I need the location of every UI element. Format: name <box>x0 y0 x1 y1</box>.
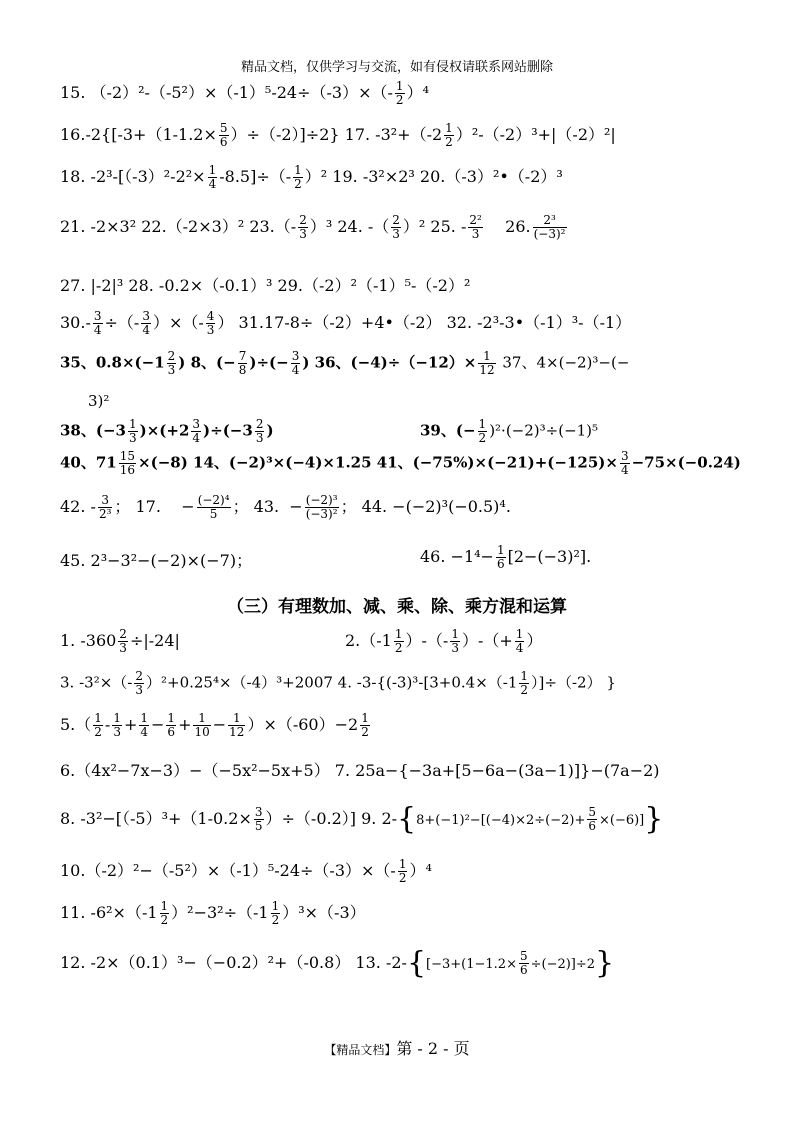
fraction: $\frac{5}{6}$ <box>219 121 228 149</box>
text: ； 17. <box>114 497 161 516</box>
text: 1. -360 <box>60 631 117 650</box>
text: 3. -3²×（- <box>60 673 133 692</box>
problem-21-26 <box>60 214 569 241</box>
problem-27-29: 27. |-2|³ 28. -0.2×（-0.1）³ 29.（-2）²（-1）⁵-（-2）² <box>60 276 471 295</box>
text: ）²−3²÷（-1 <box>171 903 269 922</box>
problem-46 <box>420 544 591 571</box>
problem-39 <box>420 418 598 445</box>
s3-problem-10 <box>60 858 432 885</box>
fraction: $\frac{1}{10}$ <box>194 711 210 739</box>
text: ）² 19. -3²×2³ 20.（-3）²•（-2）³ <box>304 167 563 186</box>
text: 39、(− <box>420 421 476 440</box>
text: ）³ 24. -（ <box>309 217 390 236</box>
fraction: $\frac{1}{4}$ <box>140 711 149 739</box>
text: −75×(−0.24) <box>631 453 741 472</box>
text: ）]÷（-2） } <box>531 673 616 692</box>
text: [2−(−3)²]. <box>507 547 592 566</box>
s3-problem-11 <box>60 900 366 927</box>
fraction: $\frac{5}{6}$ <box>588 805 596 833</box>
fraction: $\frac{2}{3}$ <box>255 417 264 445</box>
text: )÷(− <box>249 353 289 372</box>
fraction: $\frac{1}{2}$ <box>398 857 407 885</box>
fraction: $\frac{15}{16}$ <box>119 449 136 477</box>
fraction: $\frac{1}{2}$ <box>478 417 487 445</box>
text: ）³×（-3） <box>282 903 366 922</box>
fraction: $\frac{1}{3}$ <box>128 417 137 445</box>
text: 37、4×(−2)³−(− <box>497 353 630 372</box>
text: ) <box>266 421 274 440</box>
fraction: $\frac{1}{2}$ <box>445 121 453 149</box>
problem-37-cont: 3)² <box>88 392 110 410</box>
fraction: $\frac{1}{2}$ <box>520 669 529 697</box>
page-header: 精品文档，仅供学习与交流，如有侵权请联系网站删除 <box>240 60 553 75</box>
fraction: $\frac{\text{2²}}{3}$ <box>469 213 482 241</box>
text: )×(+2 <box>139 421 190 440</box>
text: 8. -3²−[（-5）³+（1-0.2× <box>60 809 252 828</box>
fraction: $\frac{1}{3}$ <box>113 711 121 739</box>
fraction: $\frac{3}{4}$ <box>620 449 629 477</box>
fraction: $\frac{2}{3}$ <box>392 213 400 241</box>
problem-18-20 <box>60 164 563 191</box>
text: ）⁴ <box>406 83 429 102</box>
page-footer <box>0 1036 794 1059</box>
fraction: $\frac{3}{5}$ <box>254 805 263 833</box>
fraction: $\frac{\text{(−2)⁴}}{5}$ <box>197 493 230 521</box>
fraction: $\frac{3}{4}$ <box>142 309 150 337</box>
text: ÷（- <box>104 313 140 332</box>
fraction: $\frac{2}{3}$ <box>135 669 143 697</box>
fraction: $\frac{1}{2}$ <box>160 899 169 927</box>
text: )²·(−2)³÷(−1)⁵ <box>489 421 599 440</box>
problem-16-17: 16.-2{[-3+（1-1.2× $\frac{5}{6}$ ）÷（-2）]÷2} 17. -3²+（-2 $\frac{1}{2}$ ）²-（-2）³+|（-2）²| <box>60 121 616 149</box>
text: 42. - <box>60 497 96 516</box>
text: 8+(−1)²−[(−4)×2÷(−2)+ <box>416 813 586 828</box>
fraction: $\frac{1}{2}$ <box>394 627 403 655</box>
text: ） 31.17-8÷（-2）+4•（-2） 32. -2³-3•（-1）³-（-1） <box>217 313 632 332</box>
fraction: $\frac{3}{4}$ <box>93 309 102 337</box>
text: 12. -2×（0.1）³−（−0.2）²+（-0.8） 13. -2- <box>60 953 407 972</box>
text: -8.5]÷（- <box>219 167 292 186</box>
fraction: $\frac{2}{3}$ <box>299 213 307 241</box>
fraction: $\frac{4}{3}$ <box>206 309 215 337</box>
text: ÷|-24| <box>129 631 180 650</box>
s3-problem-1 <box>60 628 180 655</box>
text: [−3+(1−1.2× <box>426 957 517 972</box>
fraction: $\frac{3}{\text{2³}}$ <box>98 493 112 521</box>
text: ）÷（-0.2）] 9. 2- <box>265 809 398 828</box>
text: 2.（-1 <box>345 631 392 650</box>
text: ）⁴ <box>409 861 432 880</box>
text: 21. -2×3² 22.（-2×3）² 23.（- <box>60 217 297 236</box>
s3-problem-12-13: 12. -2×（0.1）³−（−0.2）²+（-0.8） 13. -2-{[−3+(1−1.2× $\frac{5}{6}$ ÷(−2)]÷2} <box>60 945 615 981</box>
text: + <box>178 715 192 734</box>
text: − <box>212 715 227 734</box>
s3-problem-2 <box>345 628 542 655</box>
text: ×(−8) 14、(−2)³×(−4)×1.25 41、(−75%)×(−21)+(−125)× <box>138 453 618 472</box>
text: 30.- <box>60 313 91 332</box>
fraction: $\frac{1}{2}$ <box>94 711 102 739</box>
s3-problem-6-7: 6.（4x²−7x−3）−（−5x²−5x+5） 7. 25a−{−3a+[5−6a−(3a−1)]}−(7a−2) <box>60 761 660 780</box>
text: ×(−6)] <box>598 813 645 828</box>
text: 5.（ <box>60 715 92 734</box>
s3-problem-8-9: 8. -3²−[（-5）³+（1-0.2× $\frac{3}{5}$ ）÷（-0.2）] 9. 2-{8+(−1)²−[(−4)×2÷(−2)+ $\frac{5}{6}$ ×(−6)]} <box>60 801 664 837</box>
text: 16.-2{[-3+（1-1.2× <box>60 125 217 144</box>
fraction: $\frac{1}{6}$ <box>167 711 176 739</box>
text: − <box>151 715 165 734</box>
text: ）²-（-2）³+|（-2）²| <box>455 125 616 144</box>
text: )÷(−3 <box>203 421 253 440</box>
fraction: $\frac{7}{8}$ <box>238 349 247 377</box>
text: 46. −1⁴− <box>420 547 494 566</box>
problem-30-32 <box>60 310 631 337</box>
s3-problem-5: 5.（ $\frac{1}{2}$ - $\frac{1}{3}$ + $\frac{1}{4}$ − $\frac{1}{6}$ + $\frac{1}{10}$ − $\frac{1}{12}$ ）×（-60）−2 $\frac{1}{2}$ <box>60 711 369 739</box>
text: ； 43. <box>232 497 280 516</box>
fraction: $\frac{3}{4}$ <box>192 417 201 445</box>
text: ）-（+ <box>461 631 513 650</box>
fraction: $\frac{\text{2³}}{\text{(−3)²}}$ <box>533 213 566 241</box>
text: ）×（-60）−2 <box>247 715 359 734</box>
text: ）×（- <box>152 313 204 332</box>
fraction: $\frac{1}{12}$ <box>479 349 495 377</box>
problem-45: 45. 2³−3²−(−2)×(−7)； <box>60 551 253 570</box>
text: + <box>123 715 138 734</box>
text: ÷（-2）]÷2} 17. -3²+（-2 <box>246 125 443 144</box>
problem-40-41 <box>60 450 741 477</box>
page-number: 第 - 2 - 页 <box>396 1039 470 1058</box>
fraction: $\frac{1}{2}$ <box>271 899 280 927</box>
text: ； 44. −(−2)³(−0.5)⁴. <box>340 497 511 516</box>
fraction: $\frac{5}{6}$ <box>519 949 528 977</box>
text: ) 36、(−4)÷（−12）× <box>302 353 477 372</box>
problem-42-44: 42. - $\frac{3}{\text{2³}}$ ； 17. − $\frac{\text{(−2)⁴}}{5}$ ； 43. − $\frac{\text{(−2)³}}{\text{(−3)²}}$ ； 44. −(−2)³(−0.5)⁴. <box>60 493 511 521</box>
text: 11. -6²×（-1 <box>60 903 158 922</box>
text: 18. -2³-[（-3）²-2²× <box>60 167 206 186</box>
problem-15 <box>60 80 429 107</box>
fraction: $\frac{1}{6}$ <box>496 543 505 571</box>
text: ） <box>526 631 543 650</box>
fraction: $\frac{1}{4}$ <box>515 627 524 655</box>
fraction: $\frac{1}{2}$ <box>361 711 369 739</box>
text: ）-（- <box>405 631 449 650</box>
fraction: $\frac{1}{3}$ <box>451 627 459 655</box>
text: 35、0.8×(−1 <box>60 353 165 372</box>
fraction: $\frac{1}{4}$ <box>208 163 217 191</box>
fraction: $\frac{2}{3}$ <box>119 627 127 655</box>
text: ）²+0.25⁴×（-4）³+2007 4. -3-{(-3)³-[3+0.4×（-1 <box>145 673 518 692</box>
fraction: $\frac{1}{2}$ <box>294 163 302 191</box>
text: ) 8、(− <box>178 353 236 372</box>
footer-tag: 【精品文档】 <box>324 1043 397 1057</box>
text: 26. <box>505 217 531 236</box>
text: ÷(−2)]÷2 <box>530 957 596 972</box>
text: 15. （-2）²-（-5²）×（-1）⁵-24÷（-3）×（- <box>60 83 393 102</box>
section-title: （三）有理数加、减、乘、除、乘方混和运算 <box>227 597 567 617</box>
problem-38 <box>60 418 274 445</box>
s3-problem-3-4 <box>60 670 616 697</box>
fraction: $\frac{1}{2}$ <box>395 79 404 107</box>
text: 38、(−3 <box>60 421 126 440</box>
text: 10.（-2）²−（-5²）×（-1）⁵-24÷（-3）×（- <box>60 861 396 880</box>
fraction: $\frac{2}{3}$ <box>167 349 176 377</box>
fraction: $\frac{3}{4}$ <box>291 349 300 377</box>
fraction: $\frac{1}{12}$ <box>229 711 245 739</box>
problem-35-37 <box>60 350 629 377</box>
text: ）² 25. - <box>402 217 467 236</box>
fraction: $\frac{\text{(−2)³}}{\text{(−3)²}}$ <box>305 493 338 521</box>
text: 40、71 <box>60 453 117 472</box>
